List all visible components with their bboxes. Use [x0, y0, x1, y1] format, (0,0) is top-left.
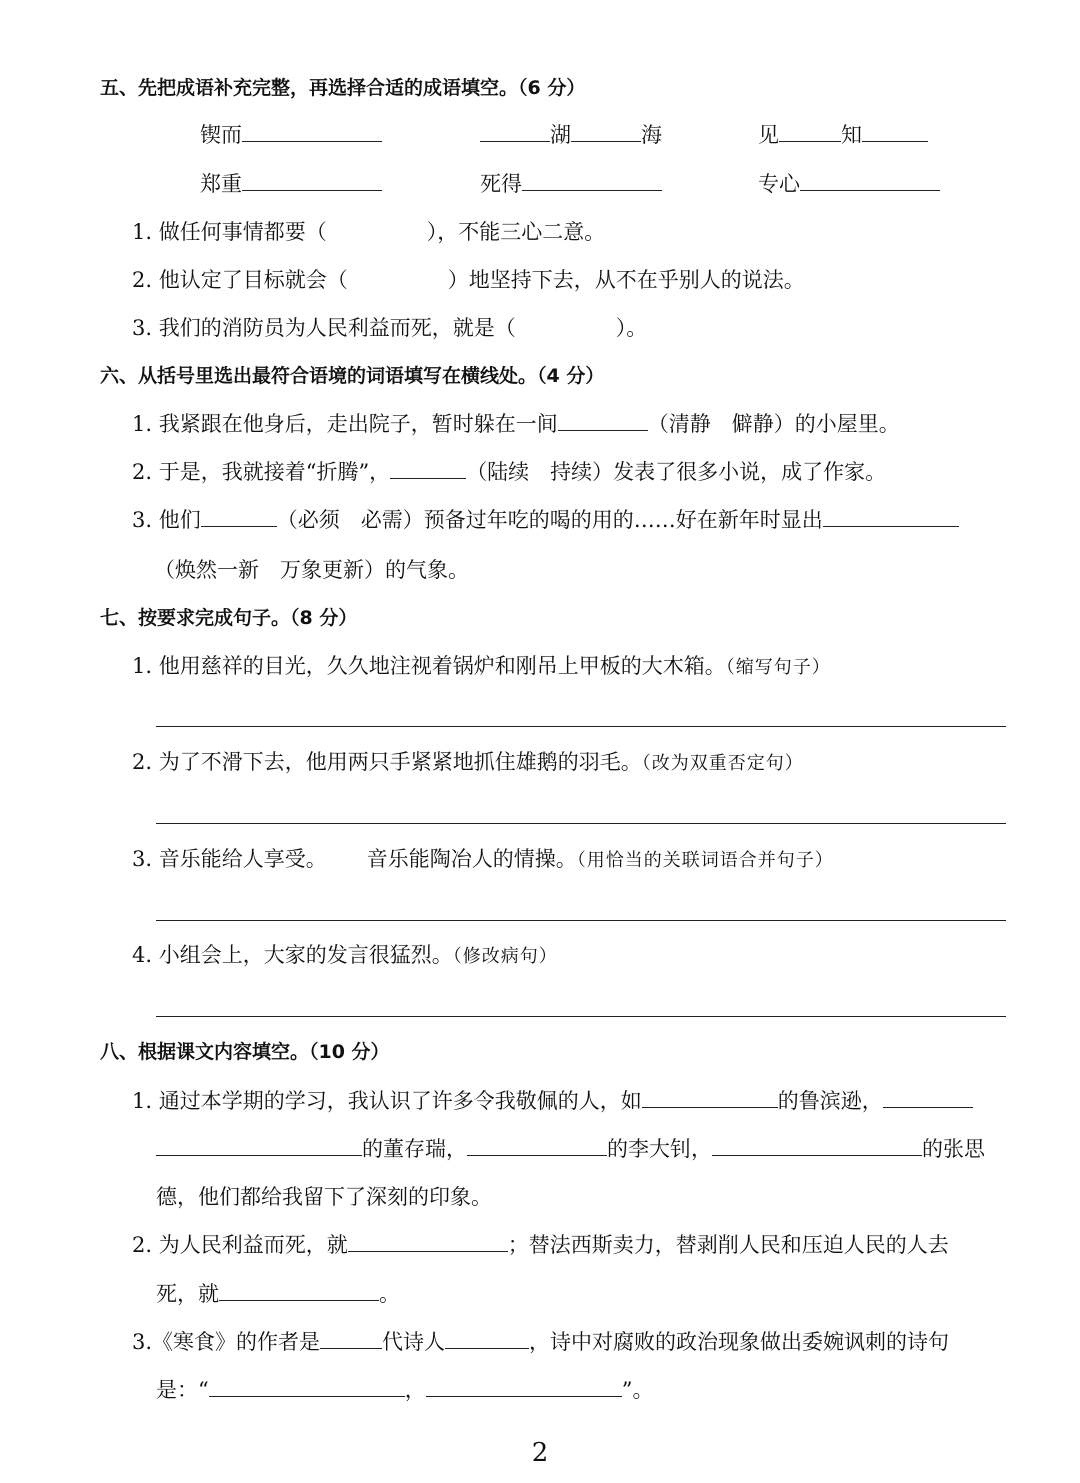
- q-note: （改为双重否定句）: [641, 753, 804, 774]
- idiom-2-mid: 湖: [550, 123, 571, 147]
- q-text: 1. 他用慈祥的目光，久久地注视着锅炉和刚吊上甲板的大木箱。: [132, 654, 726, 678]
- answer-line[interactable]: [156, 920, 1006, 921]
- q-text: 1. 做任何事情都要（: [132, 220, 327, 244]
- idiom-6-prefix: 专心: [758, 172, 800, 196]
- s5-question-3: [132, 314, 647, 342]
- s6-question-3-cont: （焕然一新 万象更新）的气象。: [154, 558, 469, 582]
- idiom-blank[interactable]: [779, 121, 841, 142]
- q-text: （必须 必需）预备过年吃的喝的用的……好在新年时显出: [276, 508, 823, 532]
- q-text: 3. 我们的消防员为人民利益而死，就是（: [132, 316, 516, 340]
- q-text: 2. 为人民利益而死，就: [132, 1233, 348, 1257]
- s7-question-2: [132, 748, 804, 778]
- s5-question-1: [132, 218, 605, 246]
- q-text: 3. 他们: [132, 508, 201, 532]
- answer-blank[interactable]: [823, 506, 959, 527]
- q-text: 的董存瑞，: [362, 1137, 467, 1161]
- s7-question-3: [132, 845, 834, 875]
- q-note: （修改病句）: [452, 946, 558, 967]
- section-5-title: 五、先把成语补充完整，再选择合适的成语填空。（6 分）: [100, 77, 586, 99]
- idiom-blank[interactable]: [480, 121, 550, 142]
- q-text: 2. 于是，我就接着“折腾”，: [132, 460, 391, 484]
- idiom-blank[interactable]: [862, 121, 928, 142]
- answer-line[interactable]: [156, 726, 1006, 727]
- q-text: 2. 他认定了目标就会（: [132, 268, 348, 292]
- q-text: ）地坚持下去，从不在乎别人的说法。: [447, 268, 805, 292]
- answer-blank[interactable]: [156, 1135, 362, 1156]
- s6-question-3: [132, 506, 959, 534]
- section-7-title: 七、按要求完成句子。（8 分）: [100, 607, 358, 629]
- q-text: （清静 僻静）的小屋里。: [647, 412, 900, 436]
- q-note: （缩写句子）: [725, 657, 831, 678]
- q-text: ）。: [615, 316, 648, 340]
- idiom-3-b: 知: [841, 123, 862, 147]
- q-text: 死，就: [156, 1282, 219, 1306]
- q-text: ”。: [621, 1378, 654, 1402]
- idiom-2-end: 海: [641, 123, 662, 147]
- idiom-3-a: 见: [758, 123, 779, 147]
- answer-blank[interactable]: [883, 1087, 973, 1108]
- idiom-row-2-b: [480, 170, 662, 198]
- answer-blank[interactable]: [426, 1376, 622, 1397]
- q-text: 3.《寒食》的作者是: [132, 1330, 321, 1354]
- q-text: 代诗人: [382, 1330, 446, 1354]
- q-text: ，诗中对腐败的政治现象做出委婉讽刺的诗句: [529, 1330, 950, 1354]
- idiom-blank[interactable]: [800, 170, 940, 191]
- q-text: 2. 为了不滑下去，他用两只手紧紧地抓住雄鹅的羽毛。: [132, 750, 642, 774]
- idiom-5-prefix: 死得: [480, 172, 522, 196]
- idiom-row-1-a: [200, 121, 382, 149]
- idiom-row-1-c: [758, 121, 928, 149]
- q-text: 的李大钊，: [607, 1137, 712, 1161]
- idiom-row-2-c: [758, 170, 940, 198]
- answer-blank[interactable]: [348, 1231, 508, 1252]
- s8-question-1-line3: 德，他们都给我留下了深刻的印象。: [156, 1185, 492, 1209]
- answer-blank[interactable]: [642, 1087, 778, 1108]
- idiom-4-prefix: 郑重: [200, 172, 242, 196]
- s8-question-2-line2: [156, 1280, 400, 1308]
- q-text: ），不能三心二意。: [426, 220, 606, 244]
- q-note: （用恰当的关联词语合并句子）: [576, 850, 834, 871]
- answer-blank[interactable]: [219, 1280, 379, 1301]
- q-text: 3. 音乐能给人享受。: [132, 847, 327, 871]
- q-text: 的张思: [922, 1137, 985, 1161]
- answer-blank[interactable]: [320, 1328, 382, 1349]
- q-text: 是：“: [156, 1378, 209, 1402]
- q-text: （陆续 持续）发表了很多小说，成了作家。: [466, 460, 887, 484]
- q-text: 的鲁滨逊，: [777, 1089, 883, 1113]
- s7-question-4: [132, 941, 558, 971]
- idiom-blank[interactable]: [242, 121, 382, 142]
- s5-question-2: [132, 266, 805, 294]
- q-text: 1. 通过本学期的学习，我认识了许多令我敬佩的人，如: [132, 1089, 642, 1113]
- s8-question-3-line2: [156, 1376, 654, 1404]
- q-text: 。: [379, 1282, 400, 1306]
- answer-blank[interactable]: [467, 1135, 607, 1156]
- s7-question-1: [132, 652, 831, 682]
- q-text: 1. 我紧跟在他身后，走出院子，暂时躲在一间: [132, 412, 558, 436]
- q-text: 音乐能陶冶人的情操。: [366, 847, 577, 871]
- idiom-row-2-a: [200, 170, 382, 198]
- answer-blank[interactable]: [201, 506, 277, 527]
- s8-question-2: [132, 1231, 949, 1259]
- s8-question-1-line2: [156, 1135, 985, 1163]
- answer-blank[interactable]: [209, 1376, 405, 1397]
- s6-question-2: [132, 458, 886, 486]
- answer-blank[interactable]: [558, 410, 648, 431]
- q-text: 4. 小组会上，大家的发言很猛烈。: [132, 943, 453, 967]
- q-text: ，: [404, 1378, 426, 1402]
- page-number: 2: [531, 1438, 549, 1468]
- answer-line[interactable]: [156, 1016, 1006, 1017]
- section-6-title: 六、从括号里选出最符合语境的词语填写在横线处。（4 分）: [100, 365, 605, 387]
- answer-line[interactable]: [156, 823, 1006, 824]
- q-text: ；替法西斯卖力，替剥削人民和压迫人民的人去: [507, 1233, 949, 1257]
- idiom-blank[interactable]: [522, 170, 662, 191]
- idiom-blank[interactable]: [571, 121, 641, 142]
- section-8-title: 八、根据课文内容填空。（10 分）: [100, 1041, 390, 1063]
- idiom-blank[interactable]: [242, 170, 382, 191]
- idiom-1-prefix: 锲而: [200, 123, 242, 147]
- s8-question-1: [132, 1087, 973, 1115]
- s6-question-1: [132, 410, 900, 438]
- s8-question-3: [132, 1328, 949, 1356]
- idiom-row-1-b: [480, 121, 662, 149]
- answer-blank[interactable]: [390, 458, 466, 479]
- answer-blank[interactable]: [712, 1135, 922, 1156]
- answer-blank[interactable]: [445, 1328, 529, 1349]
